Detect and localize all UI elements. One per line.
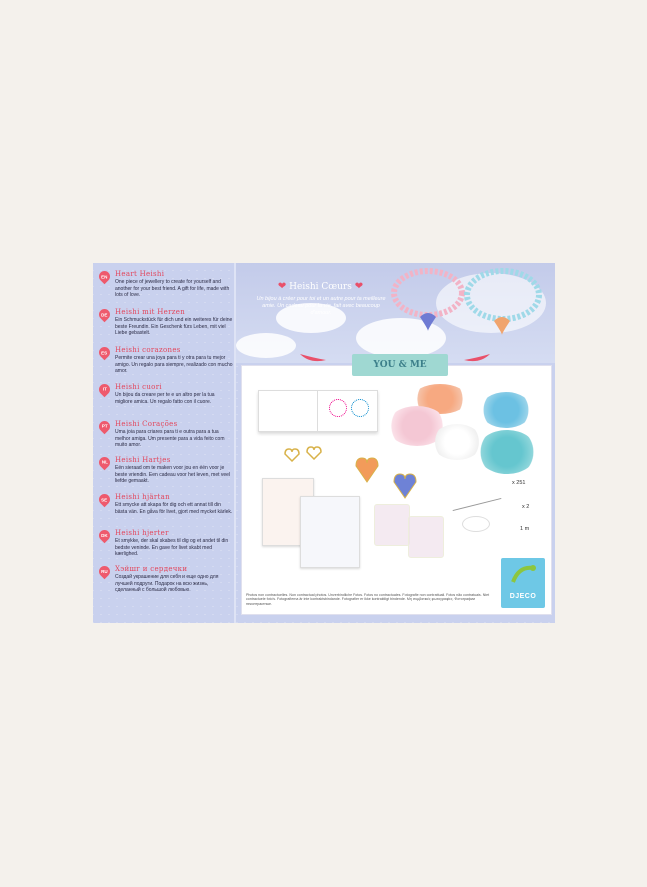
language-code-badge bbox=[97, 345, 113, 361]
language-code: ES bbox=[101, 350, 108, 356]
you-and-me-ribbon: YOU & ME bbox=[352, 354, 448, 376]
heart-icon: ❤ bbox=[277, 281, 287, 292]
cord-quantity: 1 m bbox=[520, 526, 530, 532]
hero-title-text: Heishi Cœurs bbox=[289, 282, 352, 292]
organza-pouch bbox=[374, 504, 410, 546]
language-body: Ett smycke att skapa för dig och ett annat till din bästa vän. En gåva för livet, gjort med mycket kärlek. bbox=[115, 502, 233, 515]
language-body: Ein Schmuckstück für dich und ein weiteres für deine beste Freundin. Ein Geschenk fürs Leben, mit viel Liebe gebastelt. bbox=[115, 317, 233, 336]
bird-icon bbox=[464, 352, 490, 366]
language-code: DK bbox=[101, 533, 108, 538]
beads-quantity: x 251 bbox=[512, 480, 526, 486]
needles-quantity: x 2 bbox=[522, 504, 530, 510]
language-code: EN bbox=[101, 274, 108, 280]
bird-icon bbox=[300, 352, 326, 366]
language-title: Heishi Corações bbox=[115, 420, 178, 428]
language-body: Eén sieraad om te maken voor jou en één voor je beste vriendin. Een cadeau voor het leven, met veel liefde gemaakt. bbox=[115, 465, 231, 484]
language-body: Permite crear una joya para ti y otra para tu mejor amigo. Un regalo para siempre, realizado con mucho amor. bbox=[115, 355, 233, 374]
language-title: Heishi Hartjes bbox=[115, 456, 171, 464]
blue-heart-charm-icon bbox=[392, 470, 418, 500]
language-body: One piece of jewellery to create for yourself and another for your best friend. A gift for life, made with lots of love. bbox=[115, 279, 230, 298]
product-box bbox=[93, 263, 555, 623]
djeco-logo bbox=[501, 558, 545, 608]
language-body: Uma joia para criares para ti e outra para a tua melhor amiga. Um presente para a vida feito com muito amor. bbox=[115, 429, 225, 448]
hero-title bbox=[263, 281, 378, 292]
blue-beads bbox=[480, 392, 532, 428]
language-code-badge bbox=[97, 419, 113, 435]
language-code: DE bbox=[101, 312, 108, 318]
gold-heart-charm-icon bbox=[306, 446, 322, 460]
needle bbox=[453, 498, 502, 511]
language-body: Un bijou da creare per te e un altro per la tua migliore amica. Un regalo fatto con il cuore. bbox=[115, 392, 215, 405]
organza-pouch bbox=[408, 516, 444, 558]
language-title: Heishi hjärtan bbox=[115, 493, 170, 501]
language-code-badge bbox=[97, 528, 113, 544]
language-title: Хэйшг и сердечки bbox=[115, 565, 188, 573]
language-title: Heishi cuori bbox=[115, 383, 162, 391]
language-title: Heishi hjerter bbox=[115, 529, 169, 537]
language-code-badge bbox=[97, 382, 113, 398]
lizard-icon bbox=[509, 562, 537, 586]
language-body: Создай украшение для себя и еще одно для лучшей подруги. Подарок на всю жизнь, сделанный с большой любовью. bbox=[115, 574, 219, 593]
language-code: PT bbox=[101, 424, 108, 430]
language-code: RU bbox=[101, 569, 108, 574]
orange-heart-charm-icon bbox=[354, 454, 380, 484]
language-code-badge bbox=[97, 455, 113, 471]
language-code-badge bbox=[97, 307, 113, 323]
language-panel bbox=[93, 263, 236, 623]
language-title: Heishi corazones bbox=[115, 346, 181, 354]
turquoise-beads bbox=[477, 430, 537, 474]
disclaimer-text: Photos non contractuelles. Non contractual photos. Unverbindliche Fotos. Fotos no contractuales. Fotografie non contrattuali. Fotos não contratuais. Niet contractuele foto's. Fotografierna är inte kontraktsbindande. Fotografier er ikke kontraktligt bindende. Μη συμβατικές φωτογραφίες. Фотографии неконтрактные. bbox=[246, 593, 490, 606]
contents-card bbox=[241, 360, 552, 615]
heart-icon: ❤ bbox=[354, 281, 364, 292]
language-code-badge bbox=[97, 564, 113, 580]
language-body: Et smykke, der skal skabes til dig og et andet til din bedste veninde. En gave for livet skabt med kærlighed. bbox=[115, 538, 229, 557]
language-title: Heart Heishi bbox=[115, 270, 165, 278]
gold-heart-charm-icon bbox=[284, 448, 300, 462]
language-code: IT bbox=[102, 387, 107, 392]
logo-text: DJECO bbox=[509, 593, 537, 600]
hero-subtitle: Un bijou à créer pour toi et un autre pour ta meilleure amie. Un cadeau pour la vie, fait avec beaucoup d'amour. bbox=[256, 296, 386, 316]
elastic-cord bbox=[462, 516, 490, 532]
language-code-badge bbox=[97, 492, 113, 508]
bird-poster bbox=[300, 496, 360, 568]
language-code-badge bbox=[97, 269, 113, 285]
instruction-booklet bbox=[258, 390, 378, 432]
language-code: NL bbox=[101, 460, 108, 465]
language-title: Heishi mit Herzen bbox=[115, 308, 185, 316]
bracelets-image bbox=[388, 265, 548, 355]
language-code: SE bbox=[101, 497, 108, 503]
white-beads bbox=[432, 424, 482, 460]
